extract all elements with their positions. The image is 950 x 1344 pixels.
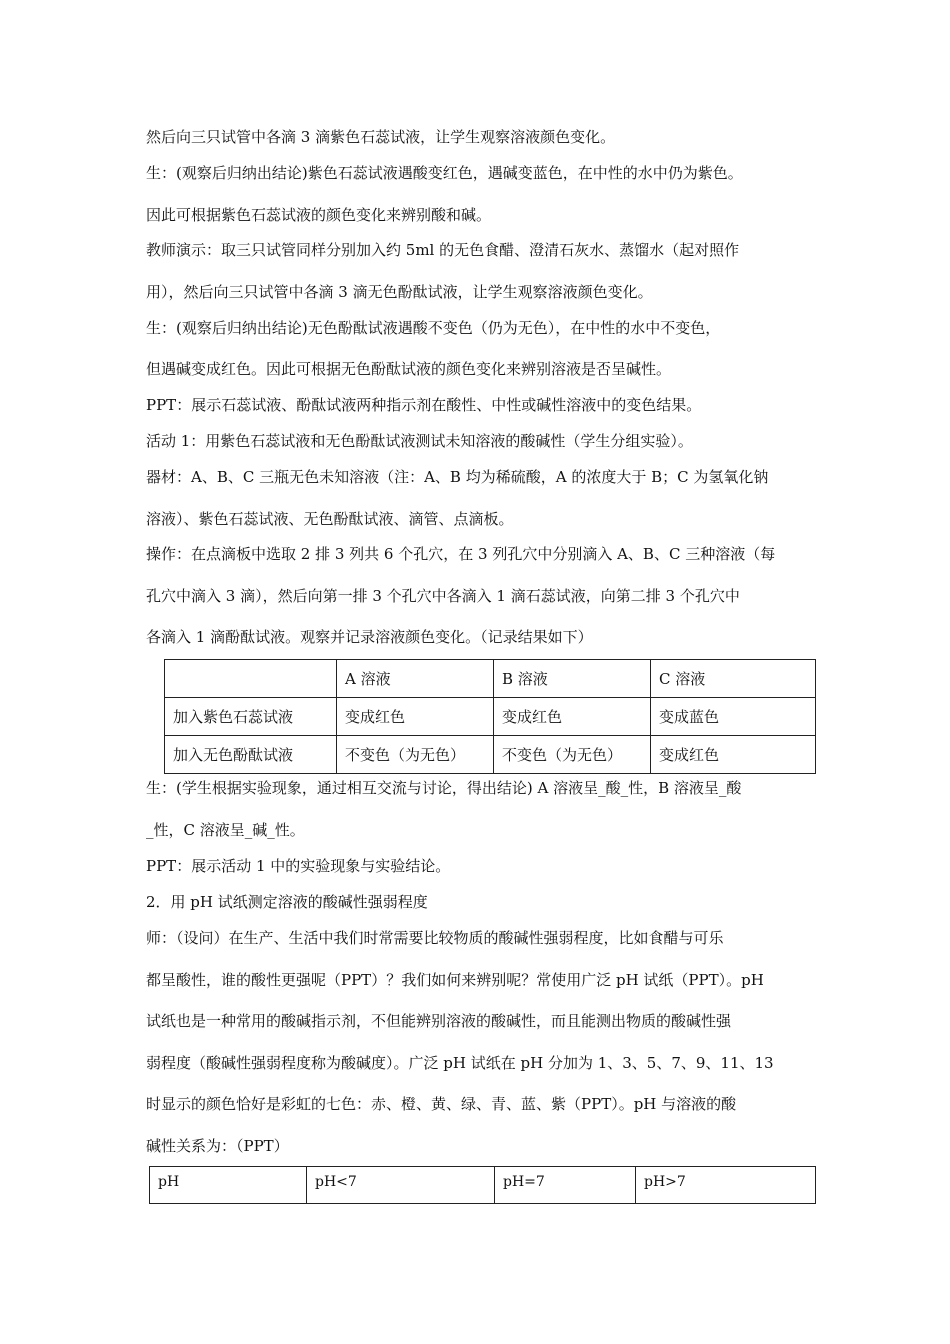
paragraph-line: 都呈酸性，谁的酸性更强呢（PPT）？我们如何来辨别呢？常使用广泛 pH 试纸（PPT）。pH bbox=[146, 971, 764, 989]
table-cell: 加入无色酚酞试液 bbox=[165, 736, 337, 774]
paragraph-line: 生：(观察后归纳出结论)无色酚酞试液遇酸不变色（仍为无色），在中性的水中不变色， bbox=[146, 319, 721, 337]
paragraph-line: 用），然后向三只试管中各滴 3 滴无色酚酞试液，让学生观察溶液颜色变化。 bbox=[146, 283, 653, 301]
paragraph-line: 师：（设问）在生产、生活中我们时常需要比较物质的酸碱性强弱程度，比如食醋与可乐 bbox=[146, 929, 724, 947]
paragraph-line: 活动 1：用紫色石蕊试液和无色酚酞试液测试未知溶液的酸碱性（学生分组实验）。 bbox=[146, 432, 693, 450]
table-cell: pH<7 bbox=[307, 1167, 495, 1204]
paragraph-line: 孔穴中滴入 3 滴），然后向第一排 3 个孔穴中各滴入 1 滴石蕊试液，向第二排 3 个孔穴中 bbox=[146, 587, 740, 605]
table-cell: 不变色（为无色） bbox=[337, 736, 494, 774]
paragraph-line: PPT：展示活动 1 中的实验现象与实验结论。 bbox=[146, 857, 451, 875]
section-heading: 2．用 pH 试纸测定溶液的酸碱性强弱程度 bbox=[146, 893, 428, 911]
paragraph-line: 溶液）、紫色石蕊试液、无色酚酞试液、滴管、点滴板。 bbox=[146, 510, 514, 528]
paragraph-line: 各滴入 1 滴酚酞试液。观察并记录溶液颜色变化。（记录结果如下） bbox=[146, 628, 593, 646]
table-header-row bbox=[165, 660, 816, 698]
paragraph-line: 生：(学生根据实验现象，通过相互交流与讨论，得出结论) A 溶液呈_酸_性，B 溶液呈_酸 bbox=[146, 779, 742, 797]
paragraph-line: PPT：展示石蕊试液、酚酞试液两种指示剂在酸性、中性或碱性溶液中的变色结果。 bbox=[146, 396, 702, 414]
paragraph-line: 教师演示：取三只试管同样分别加入约 5ml 的无色食醋、澄清石灰水、蒸馏水（起对照作 bbox=[146, 241, 740, 259]
table-cell: 变成红色 bbox=[651, 736, 816, 774]
table-cell: pH>7 bbox=[636, 1167, 816, 1204]
indicator-result-table bbox=[164, 659, 816, 774]
paragraph-line: 生：(观察后归纳出结论)紫色石蕊试液遇酸变红色，遇碱变蓝色，在中性的水中仍为紫色。 bbox=[146, 164, 743, 182]
paragraph-line: 操作：在点滴板中选取 2 排 3 列共 6 个孔穴，在 3 列孔穴中分别滴入 A、B、C 三种溶液（每 bbox=[146, 545, 776, 563]
table-cell: B 溶液 bbox=[494, 660, 651, 698]
table-header-row bbox=[150, 1167, 816, 1204]
table-cell: pH bbox=[150, 1167, 307, 1204]
table-cell: 变成蓝色 bbox=[651, 698, 816, 736]
table-cell: pH=7 bbox=[495, 1167, 636, 1204]
table-cell bbox=[165, 660, 337, 698]
paragraph-line: 碱性关系为：（PPT） bbox=[146, 1137, 289, 1155]
paragraph-line: 然后向三只试管中各滴 3 滴紫色石蕊试液，让学生观察溶液颜色变化。 bbox=[146, 128, 616, 146]
table-cell: 变成红色 bbox=[337, 698, 494, 736]
table-cell: A 溶液 bbox=[337, 660, 494, 698]
ph-relation-table bbox=[149, 1166, 816, 1204]
paragraph-line: _性，C 溶液呈_碱_性。 bbox=[146, 821, 305, 839]
paragraph-line: 试纸也是一种常用的酸碱指示剂，不但能辨别溶液的酸碱性，而且能测出物质的酸碱性强 bbox=[146, 1012, 732, 1030]
table-cell: 加入紫色石蕊试液 bbox=[165, 698, 337, 736]
table-cell: 变成红色 bbox=[494, 698, 651, 736]
table-cell: C 溶液 bbox=[651, 660, 816, 698]
paragraph-line: 器材：A、B、C 三瓶无色未知溶液（注：A、B 均为稀硫酸，A 的浓度大于 B；C 为氢氧化钠 bbox=[146, 468, 769, 486]
paragraph-line: 时显示的颜色恰好是彩虹的七色：赤、橙、黄、绿、青、蓝、紫（PPT）。pH 与溶液的酸 bbox=[146, 1095, 737, 1113]
paragraph-line: 因此可根据紫色石蕊试液的颜色变化来辨别酸和碱。 bbox=[146, 206, 492, 224]
table-row bbox=[165, 698, 816, 736]
paragraph-line: 弱程度（酸碱性强弱程度称为酸碱度）。广泛 pH 试纸在 pH 分加为 1、3、5、7、9、11、13 bbox=[146, 1054, 774, 1072]
table-cell: 不变色（为无色） bbox=[494, 736, 651, 774]
paragraph-line: 但遇碱变成红色。因此可根据无色酚酞试液的颜色变化来辨别溶液是否呈碱性。 bbox=[146, 360, 672, 378]
table-row bbox=[165, 736, 816, 774]
